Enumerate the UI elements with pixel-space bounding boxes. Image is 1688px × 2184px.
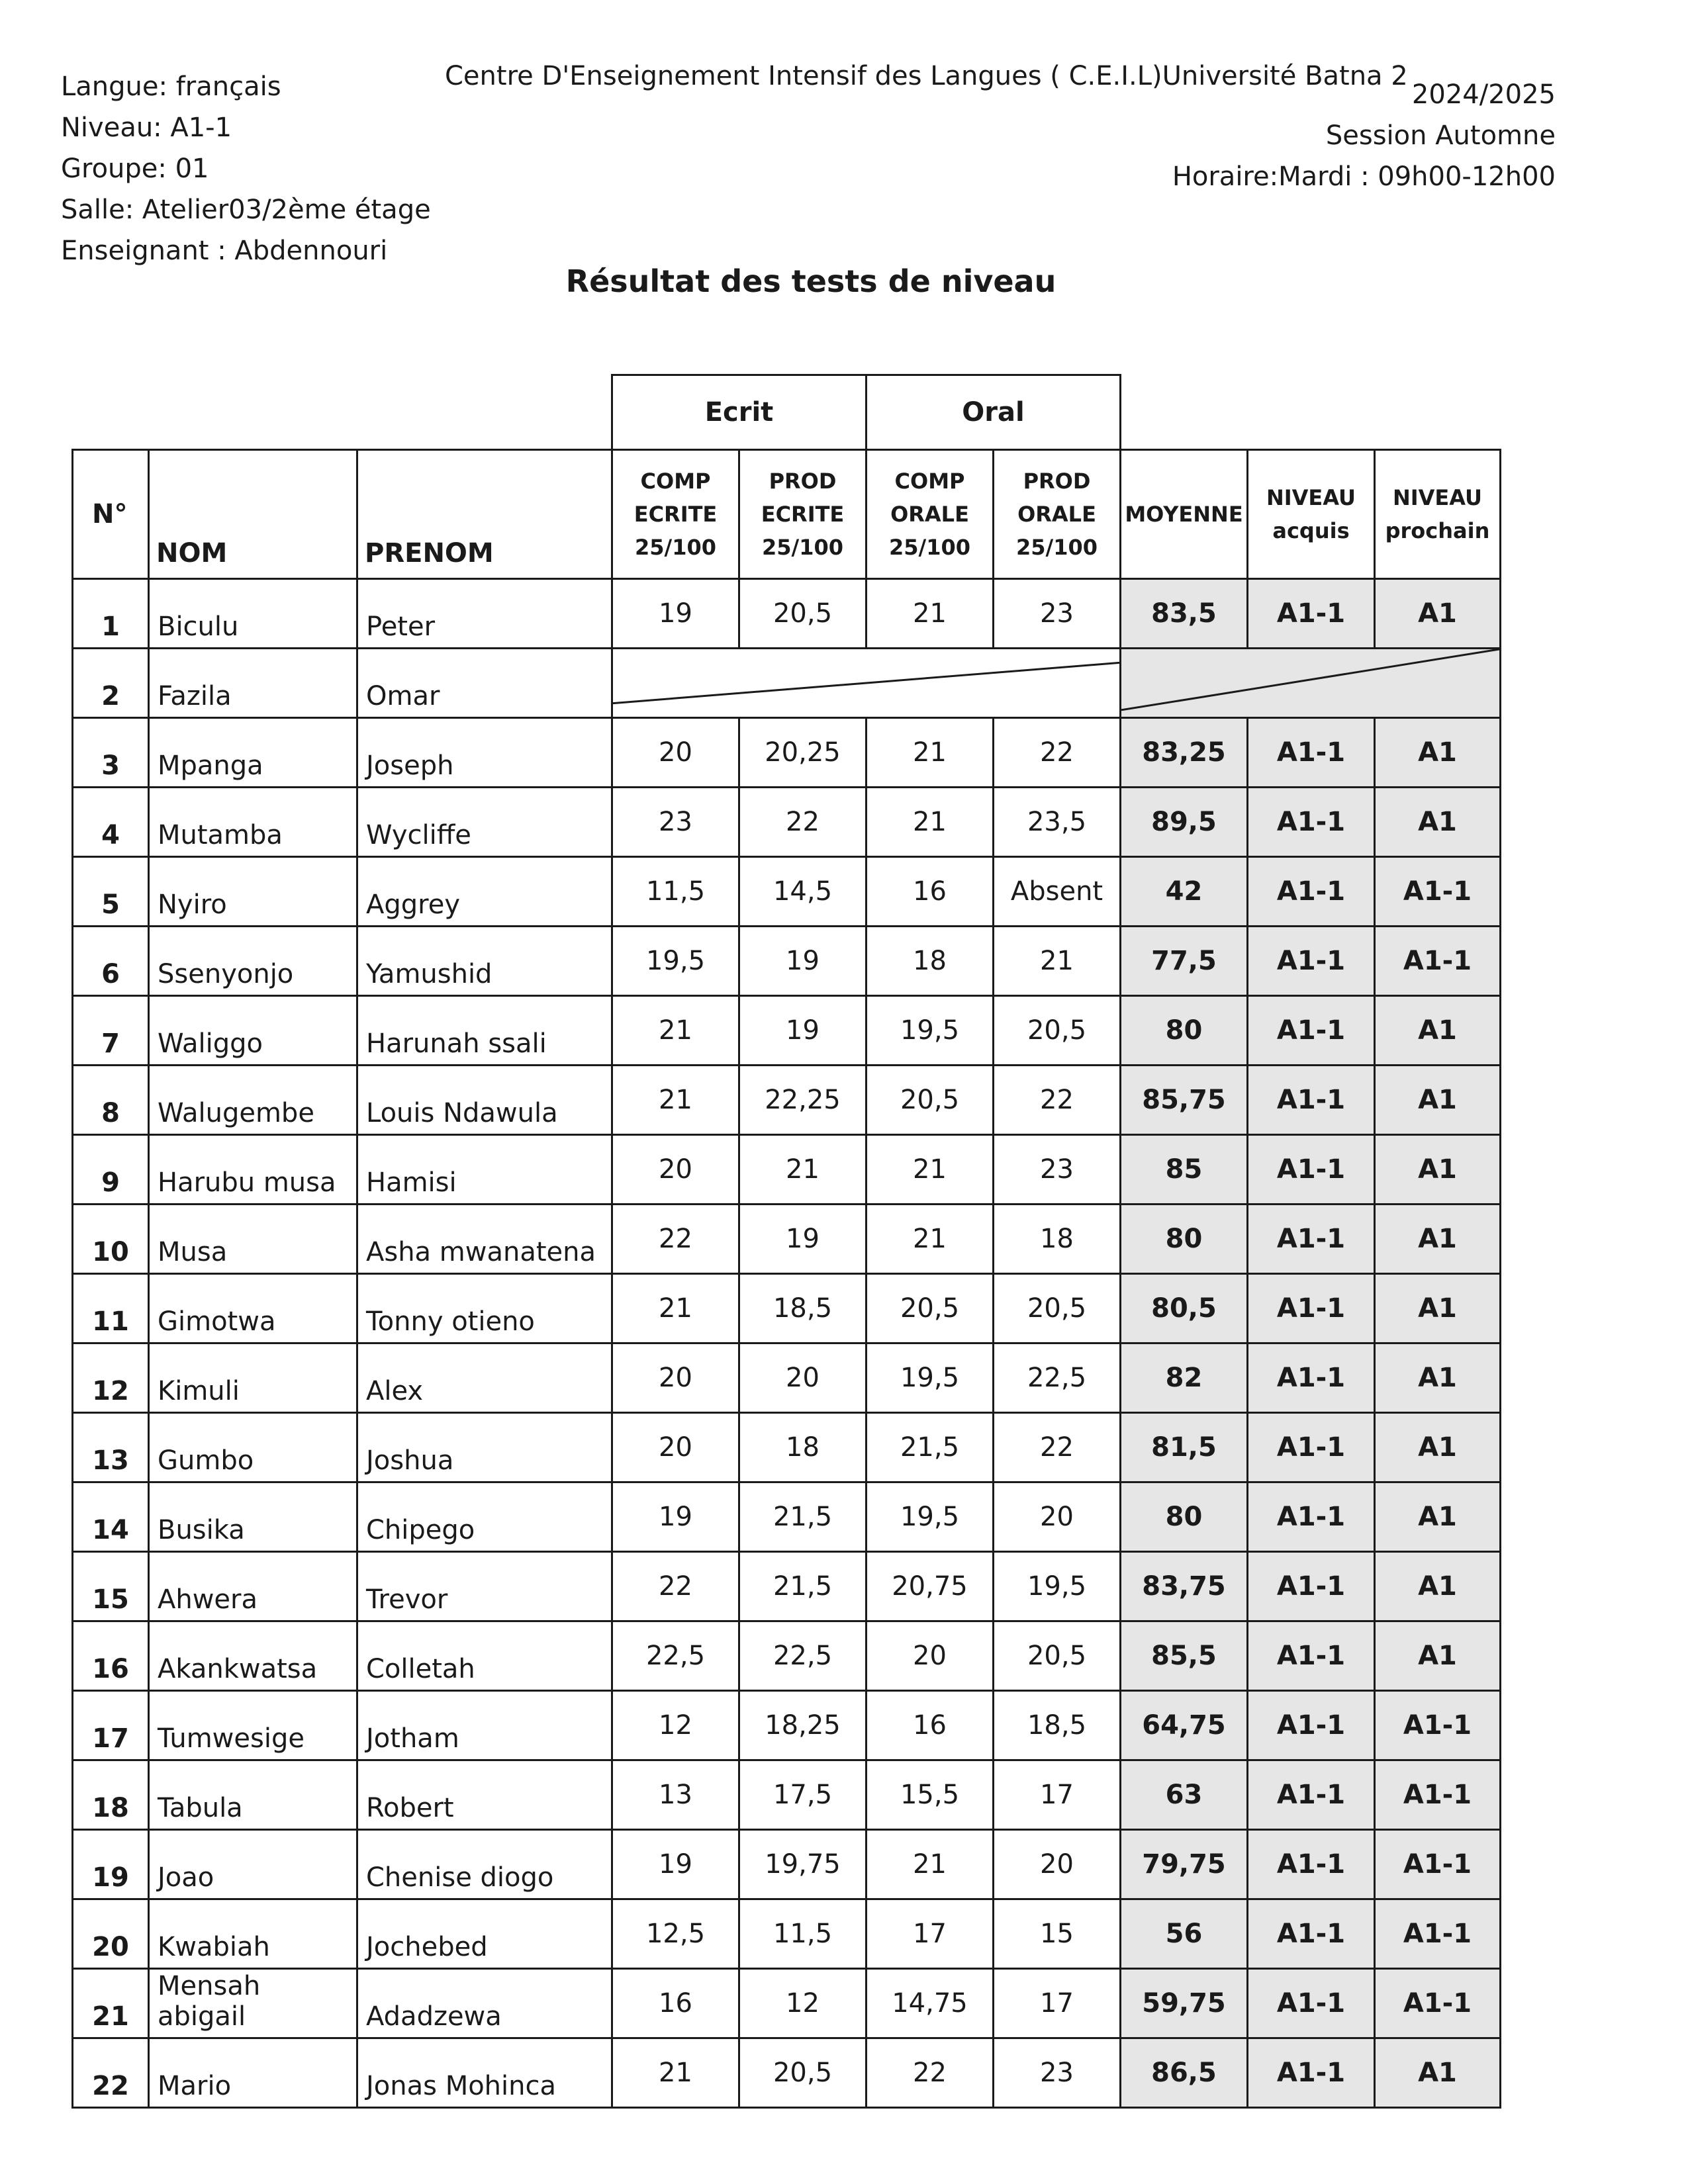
col-comp-ecrite [612,450,739,579]
cell-nom: Nyiro [149,857,357,927]
cell-niveau-acquis: A1-1 [1248,1413,1375,1482]
cell-niveau-prochain: A1 [1375,1621,1501,1691]
col-prod-ecrite-l3: 25/100 [761,535,843,560]
cell-no: 15 [73,1552,149,1621]
cell-no: 10 [73,1205,149,1274]
cell-nom: Mpanga [149,718,357,788]
cell-comp-orale: 16 [867,1691,994,1760]
cell-comp-ecrite: 12,5 [612,1899,739,1969]
cell-comp-ecrite: 21 [612,1274,739,1343]
cell-niveau-acquis: A1-1 [1248,718,1375,788]
table-row [73,1552,1501,1621]
strike-line [1121,649,1499,717]
cell-niveau-prochain: A1 [1375,1066,1501,1135]
cell-prod-orale: 20,5 [994,1274,1121,1343]
cell-prod-orale: 22 [994,1066,1121,1135]
cell-prenom: Omar [357,649,612,718]
cell-nom: Akankwatsa [149,1621,357,1691]
cell-niveau-prochain: A1 [1375,1274,1501,1343]
cell-nom: Ahwera [149,1552,357,1621]
cell-niveau-prochain: A1-1 [1375,927,1501,996]
col-prod-ecrite-l1: PROD [769,469,837,494]
cell-comp-ecrite: 22 [612,1205,739,1274]
table-row [73,1899,1501,1969]
cell-prod-ecrite: 21 [739,1135,867,1205]
col-prod-orale [994,450,1121,579]
cell-nom: Joao [149,1830,357,1899]
cell-comp-ecrite: 21 [612,996,739,1066]
cell-moyenne: 80 [1121,1205,1248,1274]
cell-comp-ecrite: 19 [612,1482,739,1552]
cell-prod-ecrite: 19 [739,927,867,996]
group-ecrit: Ecrit [612,375,867,450]
cell-no: 12 [73,1343,149,1413]
cell-comp-orale: 21 [867,1135,994,1205]
cell-prenom: Adadzewa [357,1969,612,2038]
cell-moyenne: 83,5 [1121,579,1248,649]
cell-moyenne: 64,75 [1121,1691,1248,1760]
cell-niveau-acquis: A1-1 [1248,1969,1375,2038]
cell-comp-ecrite: 19 [612,579,739,649]
col-niveau-acquis-l1: NIVEAU [1266,485,1356,510]
cell-comp-ecrite: 23 [612,788,739,857]
cell-prenom: Trevor [357,1552,612,1621]
group-header-row [73,375,1501,450]
cell-prenom: Wycliffe [357,788,612,857]
cell-nom: Waliggo [149,996,357,1066]
cell-prod-ecrite: 12 [739,1969,867,2038]
cell-prenom: Chenise diogo [357,1830,612,1899]
cell-moyenne: 81,5 [1121,1413,1248,1482]
cell-moyenne: 56 [1121,1899,1248,1969]
col-prod-ecrite [739,450,867,579]
cell-prenom: Louis Ndawula [357,1066,612,1135]
cell-comp-ecrite: 21 [612,1066,739,1135]
cell-comp-orale: 16 [867,857,994,927]
cell-moyenne: 59,75 [1121,1969,1248,2038]
cell-niveau-acquis: A1-1 [1248,857,1375,927]
cell-prod-orale: 20,5 [994,996,1121,1066]
cell-no: 13 [73,1413,149,1482]
cell-moyenne: 80,5 [1121,1274,1248,1343]
cell-no: 14 [73,1482,149,1552]
cell-prenom: Joshua [357,1413,612,1482]
cell-niveau-acquis: A1-1 [1248,1343,1375,1413]
table-row [73,857,1501,927]
cell-prod-ecrite: 22,5 [739,1621,867,1691]
cell-prod-ecrite: 11,5 [739,1899,867,1969]
cell-nom: Biculu [149,579,357,649]
cell-prod-orale: 23 [994,2038,1121,2108]
group-oral: Oral [867,375,1121,450]
cell-comp-orale: 18 [867,927,994,996]
table-row [73,1413,1501,1482]
cell-comp-ecrite: 21 [612,2038,739,2108]
cell-niveau-prochain: A1-1 [1375,857,1501,927]
cell-comp-orale: 21 [867,1205,994,1274]
cell-niveau-prochain: A1-1 [1375,1760,1501,1830]
cell-comp-ecrite: 20 [612,1343,739,1413]
page-title: Résultat des tests de niveau [565,263,1056,299]
cell-no: 6 [73,927,149,996]
col-niveau-acquis [1248,450,1375,579]
cell-moyenne: 80 [1121,1482,1248,1552]
cell-comp-orale: 21 [867,718,994,788]
cell-prod-ecrite: 22 [739,788,867,857]
table-row [73,1969,1501,2038]
cell-comp-ecrite: 22,5 [612,1621,739,1691]
cell-prod-orale: Absent [994,857,1121,927]
cell-no: 16 [73,1621,149,1691]
cell-prod-orale: 18 [994,1205,1121,1274]
cell-comp-orale: 21 [867,579,994,649]
cell-moyenne: 80 [1121,996,1248,1066]
cell-comp-orale: 17 [867,1899,994,1969]
header-horaire: Horaire:Mardi : 09h00-12h00 [1172,161,1556,192]
table-row [73,1066,1501,1135]
cell-comp-ecrite: 20 [612,1135,739,1205]
cell-comp-orale: 19,5 [867,1482,994,1552]
cell-moyenne: 83,75 [1121,1552,1248,1621]
cell-prod-orale: 22 [994,1413,1121,1482]
table-row [73,649,1501,718]
col-niveau-prochain-l1: NIVEAU [1392,485,1483,510]
cell-comp-ecrite: 12 [612,1691,739,1760]
cell-niveau-acquis: A1-1 [1248,1274,1375,1343]
cell-niveau-acquis: A1-1 [1248,2038,1375,2108]
cell-comp-orale: 19,5 [867,1343,994,1413]
table-row [73,1205,1501,1274]
cell-prod-orale: 20,5 [994,1621,1121,1691]
table-row [73,718,1501,788]
table-row [73,1135,1501,1205]
cell-prenom: Aggrey [357,857,612,927]
results-body [73,579,1501,2108]
table-row [73,1482,1501,1552]
cell-comp-ecrite: 16 [612,1969,739,2038]
cell-prod-ecrite: 20,25 [739,718,867,788]
col-prod-orale-l1: PROD [1023,469,1091,494]
cell-prod-orale: 22,5 [994,1343,1121,1413]
cell-niveau-prochain: A1 [1375,1482,1501,1552]
cell-nom: Kwabiah [149,1899,357,1969]
table-row [73,1343,1501,1413]
table-row [73,2038,1501,2108]
cell-prod-ecrite: 20 [739,1343,867,1413]
cell-niveau-prochain: A1 [1375,579,1501,649]
cell-no: 11 [73,1274,149,1343]
cell-prod-orale: 18,5 [994,1691,1121,1760]
cell-prod-ecrite: 20,5 [739,579,867,649]
cell-comp-ecrite: 22 [612,1552,739,1621]
cell-prod-orale: 20 [994,1482,1121,1552]
cell-nom: Kimuli [149,1343,357,1413]
col-comp-ecrite-l2: ECRITE [633,502,718,527]
cell-prenom: Jonas Mohinca [357,2038,612,2108]
cell-prod-ecrite: 17,5 [739,1760,867,1830]
cell-no: 21 [73,1969,149,2038]
header-langue: Langue: français [61,71,281,102]
table-row [73,1760,1501,1830]
cell-no: 2 [73,649,149,718]
table-row [73,1621,1501,1691]
cell-prenom: Peter [357,579,612,649]
cell-prod-orale: 23 [994,579,1121,649]
col-prod-ecrite-l2: ECRITE [761,502,845,527]
header-institution: Centre D'Enseignement Intensif des Langues ( C.E.I.L)Université Batna 2 [445,61,1408,91]
cell-niveau-prochain: A1 [1375,1413,1501,1482]
cell-prod-ecrite: 19 [739,996,867,1066]
cell-nom: Busika [149,1482,357,1552]
col-comp-orale [867,450,994,579]
cell-moyenne: 83,25 [1121,718,1248,788]
cell-niveau-prochain: A1 [1375,996,1501,1066]
cell-prod-ecrite: 20,5 [739,2038,867,2108]
cell-nom: Mario [149,2038,357,2108]
cell-prenom: Chipego [357,1482,612,1552]
header-enseignant: Enseignant : Abdennouri [61,236,388,266]
cell-prod-orale: 20 [994,1830,1121,1899]
strike-line [613,649,1119,717]
cell-prod-ecrite: 21,5 [739,1482,867,1552]
cell-moyenne: 86,5 [1121,2038,1248,2108]
cell-comp-ecrite: 19 [612,1830,739,1899]
cell-comp-orale: 15,5 [867,1760,994,1830]
cell-moyenne: 77,5 [1121,927,1248,996]
col-moyenne: MOYENNE [1121,450,1248,579]
cell-no: 8 [73,1066,149,1135]
cell-niveau-acquis: A1-1 [1248,1760,1375,1830]
cell-niveau-prochain: A1 [1375,1343,1501,1413]
cell-comp-ecrite: 19,5 [612,927,739,996]
cell-comp-orale: 20 [867,1621,994,1691]
cell-prod-orale: 17 [994,1969,1121,2038]
cell-no: 3 [73,718,149,788]
cell-niveau-acquis: A1-1 [1248,1830,1375,1899]
header-niveau: Niveau: A1-1 [61,113,232,143]
cell-nom: Gimotwa [149,1274,357,1343]
cell-comp-orale: 21,5 [867,1413,994,1482]
cell-prenom: Hamisi [357,1135,612,1205]
cell-prod-ecrite: 21,5 [739,1552,867,1621]
col-niveau-prochain-l2: prochain [1385,518,1490,543]
cell-no: 4 [73,788,149,857]
col-comp-orale-l3: 25/100 [888,535,970,560]
cell-nom: Harubu musa [149,1135,357,1205]
col-prod-orale-l2: ORALE [1017,502,1096,527]
cell-niveau-acquis: A1-1 [1248,1205,1375,1274]
table-row [73,1830,1501,1899]
cell-no: 22 [73,2038,149,2108]
col-comp-orale-l1: COMP [894,469,965,494]
cell-moyenne: 85 [1121,1135,1248,1205]
header-annee: 2024/2025 [1411,79,1556,110]
cell-prod-orale: 19,5 [994,1552,1121,1621]
cell-moyenne: 79,75 [1121,1830,1248,1899]
col-nom: NOM [149,450,357,579]
cell-no: 17 [73,1691,149,1760]
group-spacer [73,375,612,450]
cell-niveau-prochain: A1-1 [1375,1830,1501,1899]
cell-niveau-prochain: A1-1 [1375,1899,1501,1969]
cell-prod-ecrite: 18,5 [739,1274,867,1343]
cell-comp-ecrite: 20 [612,718,739,788]
cell-comp-orale: 14,75 [867,1969,994,2038]
cell-prenom: Tonny otieno [357,1274,612,1343]
cell-comp-orale: 20,75 [867,1552,994,1621]
col-comp-orale-l2: ORALE [890,502,969,527]
cell-prod-orale: 23 [994,1135,1121,1205]
cell-prenom: Yamushid [357,927,612,996]
cell-nom: Fazila [149,649,357,718]
col-niveau-prochain [1375,450,1501,579]
cell-niveau-prochain: A1 [1375,788,1501,857]
col-comp-ecrite-l3: 25/100 [634,535,716,560]
cell-comp-orale: 21 [867,1830,994,1899]
group-spacer-right [1121,375,1501,450]
cell-comp-ecrite: 13 [612,1760,739,1830]
cell-moyenne: 89,5 [1121,788,1248,857]
struck-results [1121,649,1501,718]
cell-comp-orale: 20,5 [867,1066,994,1135]
cell-niveau-acquis: A1-1 [1248,927,1375,996]
cell-nom: Tabula [149,1760,357,1830]
cell-prod-orale: 22 [994,718,1121,788]
results-table [71,374,1501,2109]
col-no: N° [73,450,149,579]
cell-niveau-prochain: A1 [1375,1135,1501,1205]
cell-prod-orale: 15 [994,1899,1121,1969]
cell-prod-orale: 21 [994,927,1121,996]
cell-no: 7 [73,996,149,1066]
cell-comp-ecrite: 11,5 [612,857,739,927]
header-groupe: Groupe: 01 [61,154,209,184]
cell-niveau-prochain: A1 [1375,1552,1501,1621]
cell-prenom: Jotham [357,1691,612,1760]
header-salle: Salle: Atelier03/2ème étage [61,195,431,225]
cell-niveau-acquis: A1-1 [1248,1899,1375,1969]
table-row [73,788,1501,857]
cell-prod-ecrite: 22,25 [739,1066,867,1135]
cell-nom: Gumbo [149,1413,357,1482]
cell-moyenne: 63 [1121,1760,1248,1830]
col-niveau-acquis-l2: acquis [1272,518,1350,543]
cell-moyenne: 85,5 [1121,1621,1248,1691]
cell-niveau-prochain: A1-1 [1375,1969,1501,2038]
cell-comp-orale: 19,5 [867,996,994,1066]
header-right-block [1172,74,1556,197]
cell-nom: Walugembe [149,1066,357,1135]
cell-prenom: Asha mwanatena [357,1205,612,1274]
cell-no: 18 [73,1760,149,1830]
cell-niveau-prochain: A1-1 [1375,1691,1501,1760]
header-left-block [61,66,431,271]
cell-no: 9 [73,1135,149,1205]
cell-niveau-prochain: A1 [1375,718,1501,788]
cell-moyenne: 85,75 [1121,1066,1248,1135]
table-row [73,996,1501,1066]
cell-prod-orale: 17 [994,1760,1121,1830]
cell-no: 20 [73,1899,149,1969]
header-session: Session Automne [1325,120,1556,151]
cell-moyenne: 42 [1121,857,1248,927]
cell-prenom: Harunah ssali [357,996,612,1066]
cell-no: 5 [73,857,149,927]
column-header-row [73,450,1501,579]
cell-niveau-prochain: A1 [1375,2038,1501,2108]
cell-nom: Mutamba [149,788,357,857]
cell-niveau-acquis: A1-1 [1248,1621,1375,1691]
cell-niveau-acquis: A1-1 [1248,788,1375,857]
cell-prod-ecrite: 18 [739,1413,867,1482]
cell-no: 19 [73,1830,149,1899]
cell-prod-ecrite: 19 [739,1205,867,1274]
cell-prenom: Robert [357,1760,612,1830]
cell-comp-orale: 20,5 [867,1274,994,1343]
cell-niveau-prochain: A1 [1375,1205,1501,1274]
cell-comp-orale: 21 [867,788,994,857]
cell-niveau-acquis: A1-1 [1248,1691,1375,1760]
cell-niveau-acquis: A1-1 [1248,1066,1375,1135]
col-comp-ecrite-l1: COMP [640,469,711,494]
table-row [73,1274,1501,1343]
cell-moyenne: 82 [1121,1343,1248,1413]
cell-nom: Ssenyonjo [149,927,357,996]
cell-nom: Tumwesige [149,1691,357,1760]
col-prenom: PRENOM [357,450,612,579]
table-row [73,579,1501,649]
cell-niveau-acquis: A1-1 [1248,1135,1375,1205]
cell-comp-orale: 22 [867,2038,994,2108]
struck-scores [612,649,1121,718]
cell-prod-ecrite: 19,75 [739,1830,867,1899]
cell-niveau-acquis: A1-1 [1248,1552,1375,1621]
cell-prenom: Joseph [357,718,612,788]
cell-prenom: Alex [357,1343,612,1413]
cell-nom: Musa [149,1205,357,1274]
cell-prenom: Colletah [357,1621,612,1691]
table-row [73,927,1501,996]
table-row [73,1691,1501,1760]
cell-nom: Mensah abigail [149,1969,357,2038]
cell-prenom: Jochebed [357,1899,612,1969]
cell-niveau-acquis: A1-1 [1248,579,1375,649]
cell-prod-ecrite: 18,25 [739,1691,867,1760]
cell-niveau-acquis: A1-1 [1248,996,1375,1066]
cell-prod-ecrite: 14,5 [739,857,867,927]
cell-niveau-acquis: A1-1 [1248,1482,1375,1552]
cell-comp-ecrite: 20 [612,1413,739,1482]
cell-prod-orale: 23,5 [994,788,1121,857]
col-prod-orale-l3: 25/100 [1015,535,1098,560]
cell-no: 1 [73,579,149,649]
